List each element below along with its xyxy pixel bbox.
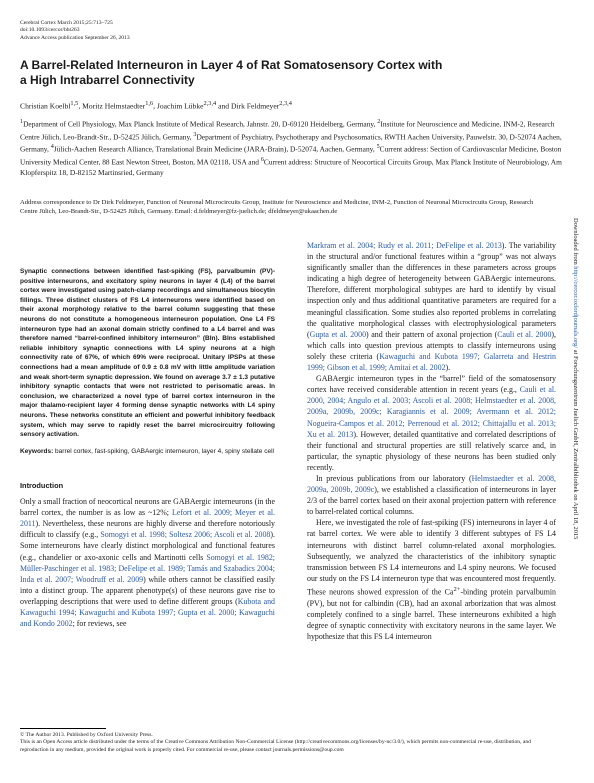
author-affiliation-mark: 1,5 [70,100,79,107]
author-affiliation-mark: 2,3,4 [203,100,217,107]
citation-link[interactable]: Cauli et al. 2000 [497,329,552,339]
download-sidebar-svg [567,218,587,630]
citation-link[interactable]: Kubota and Kawaguchi 1994; Kawaguchi and Kubota 1997; Gupta et al. 2000; Kawaguchi and Kondo 2002 [20,596,275,629]
intro-paragraph-1 [20,496,275,629]
download-prefix: Downloaded from [572,218,579,267]
text-run: ), we established a classification of interneurons in layer 2/3 of the barrel cortex based on their axonal projection pattern with reference to barrel-related cortical columns. [307,485,557,517]
affiliation-mark: 3 [193,131,197,138]
citation-link[interactable]: Somogyi et al. 1982; Müller-Paschinger et al. 1983; DeFelipe et al. 1989; Tamás and Szabadics 2004; Inda et al. 2007; Woodruff et al. 2009 [20,552,275,584]
abstract: Synaptic connections between identified fast-spiking (FS), parvalbumin (PV)-positive interneurons, and excitatory spiny neurons in layer 4 (L4) of the barrel cortex were investigated using patch-clamp recordings and simultaneous biocytin fillings. Three distinct clusters of FS L4 interneurons were identified based on their axonal morphology relative to the barrel column suggesting that these neurons do not constitute a homogeneous interneuron population. One L4 FS interneuron type had an axonal domain strictly confined to a L4 barrel and was therefore named “barrel-confined inhibitory interneuron” (BIn). BIns established reliable inhibitory synaptic connections with L4 spiny neurons at a high connectivity rate of 67%, of which 69% were reciprocal. Unitary IPSPs at these connections had a mean amplitude of 0.9 ± 0.8 mV with little amplitude variation and weak short-term synaptic depression. We found on average 3.7 ± 1.3 putative inhibitory synaptic contacts that were not restricted to perisomatic areas. In conclusion, we characterized a novel type of barrel cortex interneuron in the major thalamo-recipient layer 4 forming dense synaptic networks with L4 spiny neurons. These networks constitute an efficient and powerful inhibitory feedback system, which may serve to rapidly reset the barrel microcircuitry following sensory activation. [20,268,275,439]
author-affiliation-mark: 2,3,4 [279,100,292,107]
intro-paragraph-3 [307,473,556,517]
text-run: ), which calls into question previous attempts to classify interneurons using solely these criteria ( [307,329,557,361]
intro-paragraph-2 [307,373,556,473]
intro-paragraph-1-cont [307,240,556,373]
journal-citation: Cerebral Cortex March 2015;25:713–725 [20,20,113,26]
download-notice [572,218,579,539]
text-run: ). Nevertheless, these neurons are highly diverse and therefore notoriously difficult to classify (e.g., [20,519,275,540]
affiliation-text: Current address: Section of Cardiovascular Medicine, Boston University Medical Center, 88 East Newton Street, Boston, MA 02118, USA and [20,144,562,167]
author-name: Moritz Helmstaedter [82,101,146,111]
text-run: ). [445,363,451,373]
keywords-label: Keywords: [20,447,56,455]
text-run: ) and their pattern of axonal projection ( [366,329,498,339]
affiliation-text: Department of Psychiatry, Psychotherapy and Psychosomatics, RWTH Aachen University, Pauwelstr. 30, D-52074 Aachen, Germany, [20,132,562,154]
text-run: ). However, detailed quantitative and correlated descriptions of their functional and structural properties are still relatively scarce and, in particular, the synaptic physiology of these neurons has been studied only recently. [307,429,556,472]
author-list [20,100,292,111]
affiliation-mark: 1 [20,119,24,125]
affiliation-text: Department of Cell Physiology, Max Planck Institute of Medical Research, Jahnstr. 20, D-69120 Heidelberg, Germany, [23,119,378,129]
affiliation-text: Current address: Structure of Neocortical Circuits Group, Max Planck Institute of Neurobiology, Am Klopferspitz 18, D-82152 Martinsried, Germany [20,157,562,177]
journal-header [20,20,130,42]
citation-link[interactable]: Kawaguchi and Kubota 1997; Galarreta and Hestrin 1999; Gibson et al. 1999; Amitai et al. 2002 [307,351,556,373]
affiliation-mark: 4 [50,144,54,151]
affiliation-mark: 5 [376,144,380,151]
download-link[interactable]: http://cercor.oxfordjournals.org/ [572,266,579,349]
text-run: GABAergic interneuron types in the “barrel” field of the somatosensory cortex have received considerable attention in recent years (e.g., [307,374,556,395]
download-suffix: at Forschungszentrum Juelich GmbH, Zentralbibliothek on April 18, 2015 [572,348,579,540]
section-heading-introduction: Introduction [20,481,64,491]
author-affiliation-mark: 1,6 [145,100,154,107]
correspondence-address: Address correspondence to Dr Dirk Feldmeyer, Function of Neuronal Microcircuits Group, Institute for Neuroscience and Medicine, INM-2, Function of Neuronal Microcircuits Group, Research Centre Jülich, Leo-Brandt-Str., D-52425 Jülich, Germany. Email: d.feldmeyer@fz-juelich.de; dfeldmeyer@ukaachen.de [20,199,534,216]
citation-link[interactable]: Gupta et al. 2000 [309,329,367,339]
keywords [20,447,275,456]
advance-access: Advance Access publication September 26, 2013 [20,34,130,41]
text-run: ). Some interneurons have clearly distinct morphological and functional features (e.g., chandelier or axo-axonic cells and Martinotti cells [20,530,275,562]
download-sidebar [567,218,587,630]
affiliations [20,117,575,178]
affiliation-mark: 6 [260,157,264,164]
text-run: ) while others cannot be classified easily into a distinct group. The apparent phenotype(s) of these neurons gave rise to overlapping descriptions that were used to define different groups ( [20,574,275,606]
title-line-1: A Barrel-Related Interneuron in Layer 4 of Rat Somatosensory Cortex with [20,58,443,72]
citation-link[interactable]: Helmstaedter et al. 2008, 2009a, 2009b, 2009c [307,473,556,495]
left-column [20,267,275,629]
doi: doi:10.1093/cercor/bht263 [20,27,80,34]
affiliation-mark: 2 [377,119,381,125]
author-name: Dirk Feldmeyer [230,101,280,111]
title-line-2: a High Intrabarrel Connectivity [20,72,195,87]
copyright-line: © The Author 2013. Published by Oxford University Press. [20,732,153,738]
citation-link[interactable]: Markram et al. 2004; Rudy et al. 2011; DeFelipe et al. 2013 [307,241,502,250]
affiliation-text: Jülich-Aachen Research Alliance, Translational Brain Medicine (JARA-Brain), D-52074, Aachen, Germany, [53,144,377,154]
text-run: Only a small fraction of neocortical neurons are GABAergic interneurons (in the barrel cortex, the number is as low as ~12%; [20,497,275,518]
separator: , [78,101,83,111]
text-run: ). The variability in the structural and/or functional features within a “group” was not always significantly smaller than the differences in these parameters across groups indicating a high degree of heterogeneity between GABAergic interneurons. Therefore, different morphological subtypes are hard to identify by visual inspection only and thus additional quantitative parameters are required for a meaningful classification. Some studies also reported problems in correlating the qualitative morphological classes with electrophysiological parameters ( [307,241,556,339]
superscript: 2+ [453,585,461,593]
text-run: Here, we investigated the role of fast-spiking (FS) interneurons in layer 4 of rat barrel cortex. We were able to identify 3 different subtypes of FS L4 interneurons with distinct barrel column-related axonal morphologies. Subsequently, we analyzed the characteristics of the inhibitory synaptic transmission between FS L4 interneurons and L4 spiny neurons. We focused our study on the FS L4 interneuron type that was encountered most frequently. These neurons showed expression of the Ca [307,518,556,597]
citation-link[interactable]: Lefort et al. 2009; Meyer et al. 2011 [20,508,275,529]
author-name: Christian Koelbl [20,101,71,111]
intro-paragraph-4 [307,517,556,642]
license-text: This is an Open Access article distributed under the terms of the Creative Commons Attribution Non-Commercial License (http://creativecommons.org/licenses/by-nc/3.0/), which permits non-commercial re-use, distribution, and reproduction in any medium, provided the original work is properly cited. For commercial re-use, please contact journals.permissions@oup.com [20,739,531,753]
keywords-list: barrel cortex, fast-spiking, GABAergic interneuron, layer 4, spiny stellate cell [55,447,274,455]
citation-link[interactable]: Somogyi et al. 1998; Soltesz 2006; Ascoli et al. 2008 [100,530,271,540]
paper-title [20,58,500,87]
affiliation-text: Institute for Neuroscience and Medicine, INM-2, Research Centre Jülich, Leo-Brandt-Str., D-52425 Jülich, Germany, [20,119,555,142]
right-column [307,240,556,642]
author-name: Joachim Lübke [156,101,204,111]
citation-link[interactable]: Cauli et al. 2000, 2004; Angulo et al. 2003; Ascoli et al. 2008; Helmstaedter et al. 2008, 2009a, 2009b, 2009c; Karagiannis et al. 2009; Avermann et al. 2012; Nogueira-Campos et al. 2012; Perrenoud et al. 2012; Chittajallu et al. 2013; Xu et al. 2013 [307,385,556,439]
text-run: -binding protein parvalbumin (PV), but not for calbindin (CB), had an axonal arborization that was almost completely confined to a single barrel. These interneurons exhibited a high degree of synaptic connectivity with excitatory neurons in the same layer. We hypothesize that this FS L4 interneuron [307,587,556,641]
copyright-footer [20,732,550,754]
text-run: ; for reviews, see [72,619,127,629]
separator: and [216,101,231,111]
text-run: In previous publications from our laboratory ( [316,473,472,483]
separator: , [153,101,157,111]
footer-divider [20,728,106,729]
